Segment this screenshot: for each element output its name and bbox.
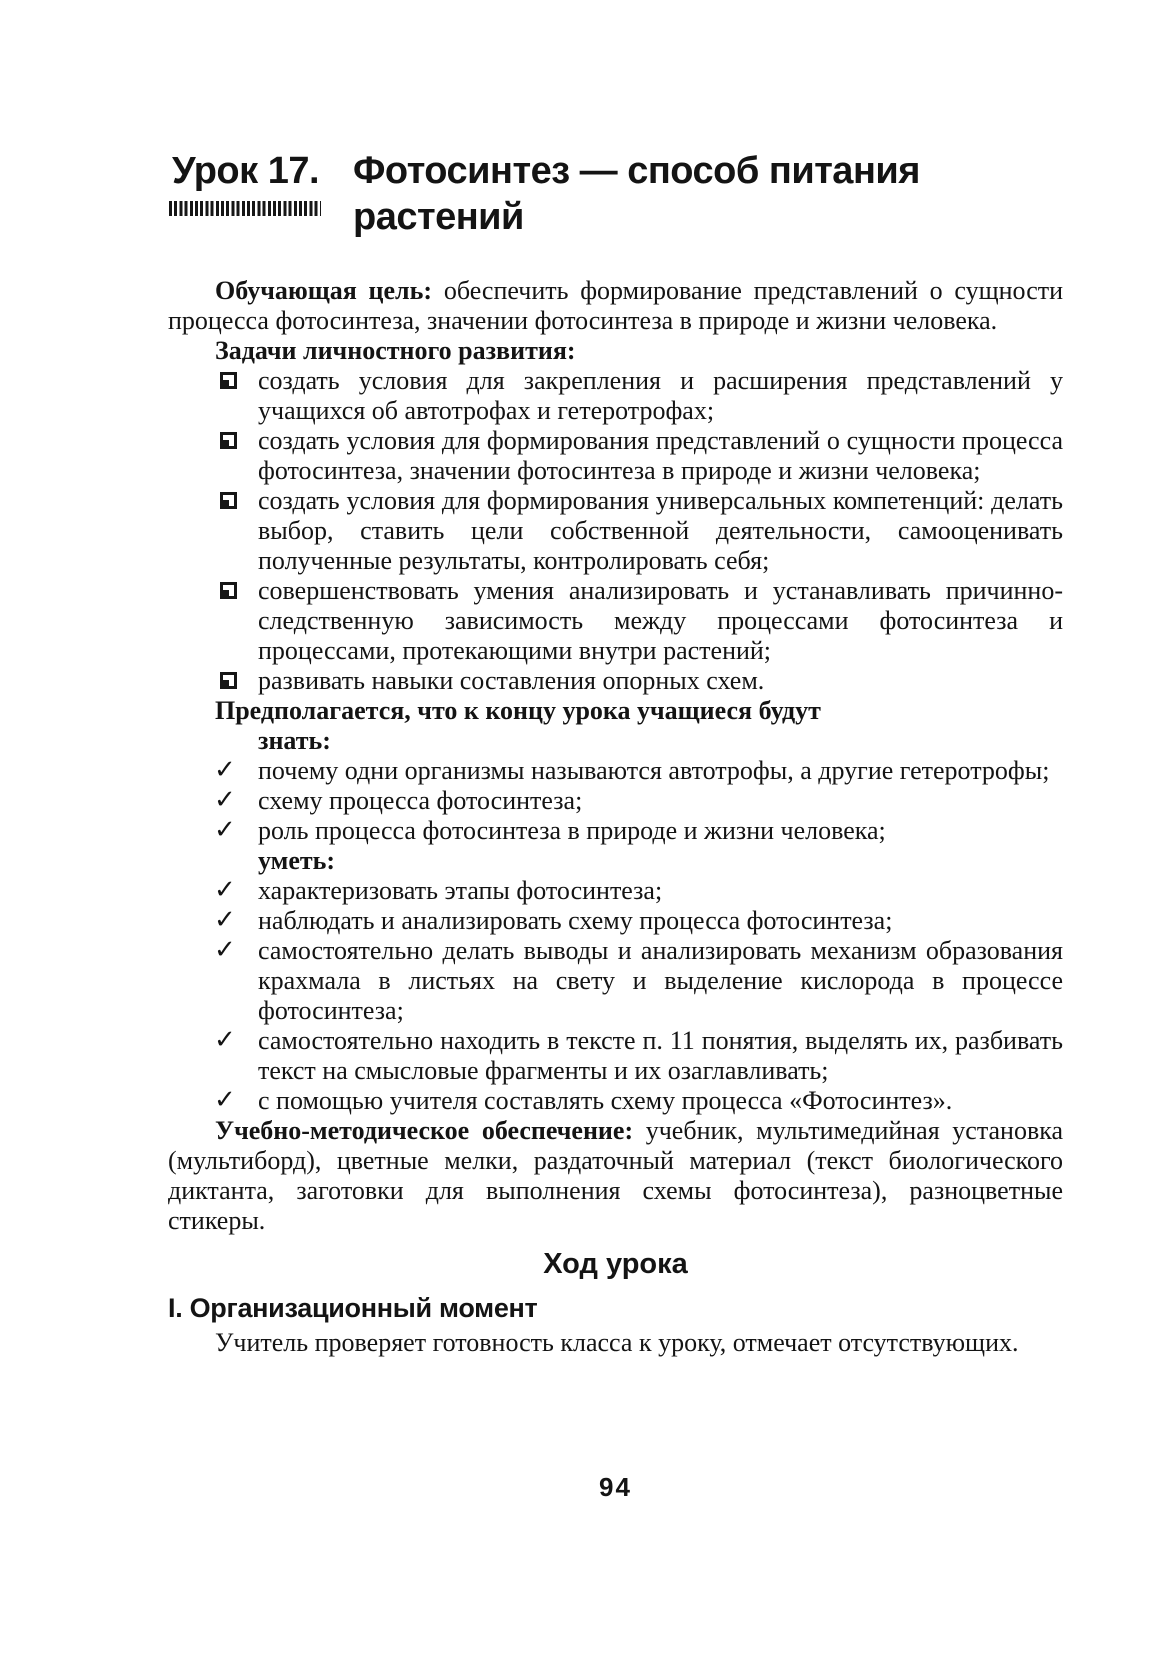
square-bullet-icon	[220, 672, 237, 689]
know-list	[168, 756, 1063, 846]
lesson-flow-heading: Ход урока	[543, 1248, 688, 1280]
task-item-text: совершенствовать умения анализировать и устанавливать причинно-следственную зависимость между процессами фотосинтеза и процессами, протекающими внутри растений;	[258, 576, 1063, 665]
lesson-body	[168, 276, 1063, 1358]
lesson-title-label-column	[168, 148, 353, 240]
able-item-text: с помощью учителя составлять схему процесса «Фотосинтез».	[258, 1086, 953, 1115]
equipment-paragraph	[168, 1116, 1063, 1236]
lesson-number: Урок 17.	[172, 150, 320, 192]
goal-lead: Обучающая цель:	[215, 276, 433, 305]
task-item	[168, 666, 1063, 696]
goal-text: обеспечить формирование представлений о сущности процесса фотосинтеза, значении фотосинтеза в природе и жизни человека.	[168, 276, 1064, 335]
equipment-lead: Учебно-методическое обеспечение:	[215, 1116, 634, 1145]
able-item-text: наблюдать и анализировать схему процесса фотосинтеза;	[258, 906, 893, 935]
able-item	[168, 936, 1063, 1026]
tasks-list	[168, 366, 1063, 696]
square-bullet-icon	[220, 492, 237, 509]
section-1-text: Учитель проверяет готовность класса к уроку, отмечает отсутствующих.	[215, 1328, 1019, 1357]
title-hatch-decoration	[169, 201, 321, 216]
goal-paragraph	[168, 276, 1063, 336]
outcomes-heading: Предполагается, что к концу урока учащиеся будут	[215, 696, 821, 725]
square-bullet-icon	[220, 582, 237, 599]
know-item	[168, 816, 1063, 846]
lesson-title	[168, 148, 1063, 240]
square-bullet-icon	[220, 432, 237, 449]
check-icon: ✓	[214, 785, 236, 815]
know-item-text: роль процесса фотосинтеза в природе и жизни человека;	[258, 816, 886, 845]
task-item-text: создать условия для формирования представлений о сущности процесса фотосинтеза, значении фотосинтеза в природе и жизни человека;	[258, 426, 1063, 485]
able-item	[168, 1026, 1063, 1086]
able-item-text: характеризовать этапы фотосинтеза;	[258, 876, 663, 905]
task-item-text: создать условия для формирования универсальных компетенций: делать выбор, ставить цели собственной деятельности, самооценивать полученные результаты, контролировать себя;	[258, 486, 1063, 575]
task-item	[168, 576, 1063, 666]
know-item-text: схему процесса фотосинтеза;	[258, 786, 583, 815]
check-icon: ✓	[214, 905, 236, 935]
section-1-heading: I. Организационный момент	[168, 1293, 538, 1323]
tasks-heading: Задачи личностного развития:	[215, 336, 576, 365]
know-item-text: почему одни организмы называются автотрофы, а другие гетеротрофы;	[258, 756, 1050, 785]
title-line-1: Фотосинтез — способ питания	[353, 150, 920, 192]
task-item	[168, 426, 1063, 486]
check-icon: ✓	[214, 935, 236, 965]
check-icon: ✓	[214, 875, 236, 905]
know-item	[168, 786, 1063, 816]
task-item	[168, 366, 1063, 426]
check-icon: ✓	[214, 1085, 236, 1115]
equipment-text: учебник, мультимедийная установка (мультиборд), цветные мелки, раздаточный материал (текст биологического диктанта, заготовки для выполнения схемы фотосинтеза), разноцветные стикеры.	[168, 1116, 1064, 1235]
check-icon: ✓	[214, 1025, 236, 1055]
task-item-text: создать условия для закрепления и расширения представлений у учащихся об автотрофах и гетеротрофах;	[258, 366, 1063, 425]
able-item	[168, 906, 1063, 936]
task-item-text: развивать навыки составления опорных схем.	[258, 666, 765, 695]
square-bullet-icon	[220, 372, 237, 389]
page-number: 94	[599, 1472, 632, 1502]
check-icon: ✓	[214, 815, 236, 845]
lesson-title-text	[353, 148, 1063, 240]
able-item-text: самостоятельно находить в тексте п. 11 понятия, выделять их, разбивать текст на смысловые фрагменты и их озаглавливать;	[258, 1026, 1063, 1085]
page-content	[168, 148, 1063, 1358]
able-item-text: самостоятельно делать выводы и анализировать механизм образования крахмала в листьях на свету и выделение кислорода в процессе фотосинтеза;	[258, 936, 1063, 1025]
able-label: уметь:	[258, 846, 336, 875]
able-list	[168, 876, 1063, 1116]
task-item	[168, 486, 1063, 576]
know-item	[168, 756, 1063, 786]
able-item	[168, 876, 1063, 906]
check-icon: ✓	[214, 755, 236, 785]
able-item	[168, 1086, 1063, 1116]
title-line-2: растений	[353, 196, 524, 238]
know-label: знать:	[258, 726, 331, 755]
